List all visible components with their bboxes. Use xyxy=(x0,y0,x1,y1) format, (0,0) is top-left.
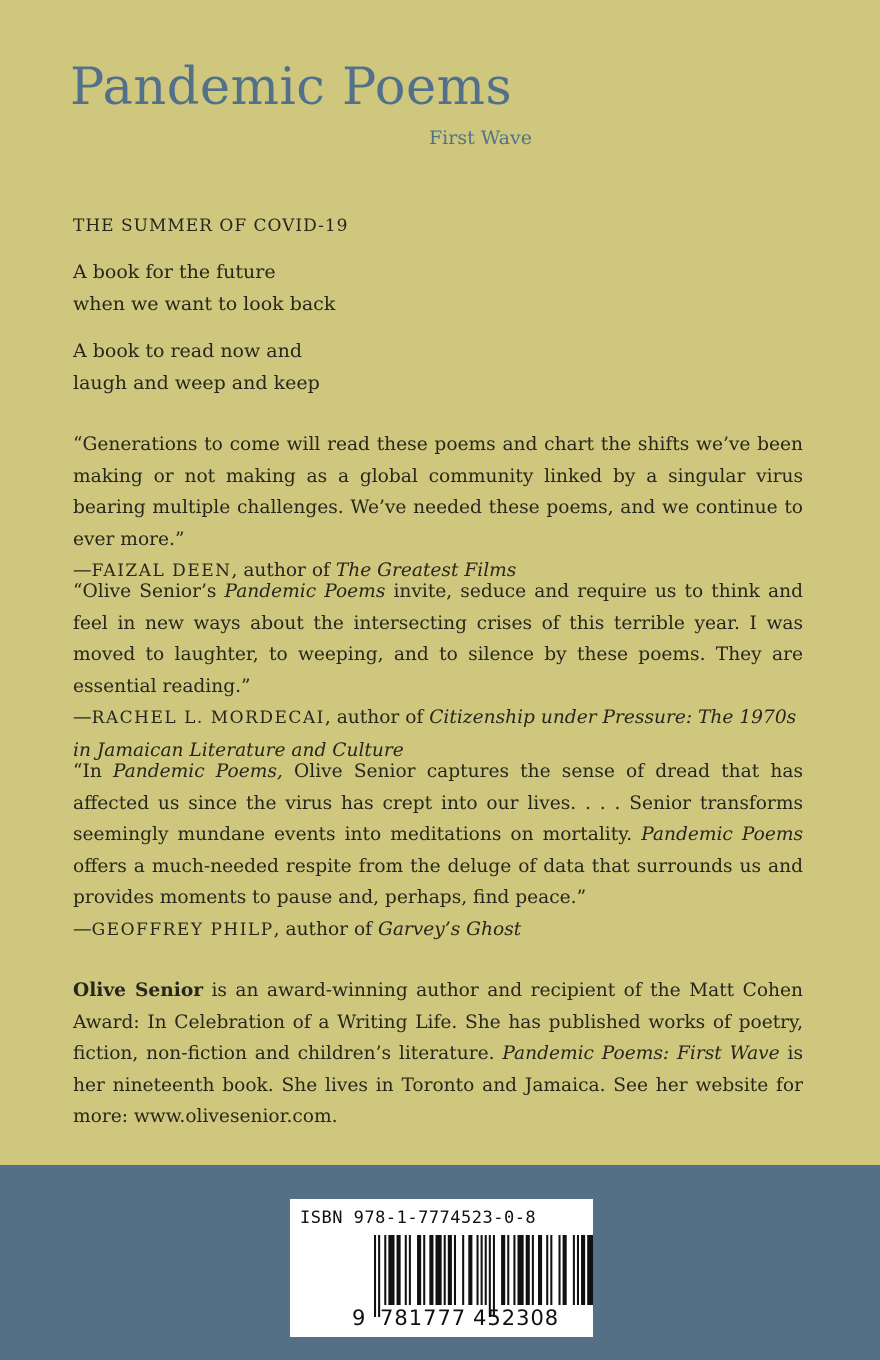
barcode-bar xyxy=(573,1235,575,1305)
barcode-bar xyxy=(444,1235,446,1305)
blurb-author: GEOFFREY PHILP xyxy=(91,919,274,940)
barcode-bar xyxy=(468,1235,472,1305)
barcode-bar xyxy=(378,1235,380,1317)
blurb-attribution: —RACHEL L. MORDECAI, author of Citizenship under Pressure: The 1970s in Jamaican Literature and Culture xyxy=(73,707,797,761)
bio-author-name: Olive Senior xyxy=(73,980,204,1001)
barcode-bar xyxy=(526,1235,530,1305)
barcode-bar xyxy=(485,1235,487,1305)
barcode-bar xyxy=(532,1235,534,1305)
blurb-1 xyxy=(73,429,803,588)
barcode-bar xyxy=(559,1235,561,1305)
barcode-bar xyxy=(518,1235,524,1305)
barcode-bar xyxy=(538,1235,542,1305)
tagline-line: A book to read now and xyxy=(73,340,303,362)
blurb-book: Citizenship under Pressure: The 1970s in Jamaican Literature and Culture xyxy=(73,707,797,761)
tagline-line: laugh and weep and keep xyxy=(73,372,320,394)
bio-book: Pandemic Poems: First Wave xyxy=(502,1043,780,1064)
barcode-digits-right: 452308 xyxy=(473,1306,560,1330)
barcode-lead-digit: 9 xyxy=(352,1306,366,1330)
blurb-quote: “In Pandemic Poems, Olive Senior captures the sense of dread that has affected us since the virus has crept into our lives. . . . Senior transforms seemingly mundane events into meditations on mortality. Pandemic Poems offers a much-needed respite from the deluge of data that surrounds us and provides moments to pause and, perhaps, find peace.” xyxy=(73,761,803,908)
barcode-bar xyxy=(550,1235,552,1305)
blurb-3 xyxy=(73,756,803,946)
barcode-bar xyxy=(409,1235,411,1305)
tagline-1 xyxy=(73,256,335,320)
barcode-bar xyxy=(489,1235,491,1317)
blurb-attribution: —FAIZAL DEEN, author of The Greatest Films xyxy=(73,560,517,581)
blurb-author: FAIZAL DEEN xyxy=(91,561,232,581)
tagline-line: A book for the future xyxy=(73,261,276,283)
book-title: Pandemic Poems xyxy=(70,58,513,117)
blurb-author: RACHEL L. MORDECAI xyxy=(91,708,325,728)
blurb-quote: “Olive Senior’s Pandemic Poems invite, seduce and require us to think and feel in new ways about the intersecting crises of this terrible year. I was moved to laughter, to weeping, and to silence by these poems. They are essential reading.” xyxy=(73,581,803,697)
barcode-bar xyxy=(507,1235,509,1305)
barcode-bar xyxy=(563,1235,567,1305)
barcode-bar xyxy=(448,1235,452,1305)
barcode-digits-left: 781777 xyxy=(380,1306,467,1330)
tagline-2 xyxy=(73,335,320,399)
blurb-attribution: —GEOFFREY PHILP, author of Garvey’s Ghost xyxy=(73,918,522,940)
barcode-bar xyxy=(374,1235,376,1317)
barcode-bar xyxy=(481,1235,483,1305)
barcode-bar xyxy=(417,1235,421,1305)
barcode-bar xyxy=(436,1235,442,1305)
isbn-label: ISBN 978-1-7774523-0-8 xyxy=(300,1208,537,1228)
barcode-bar xyxy=(429,1235,433,1305)
tagline-line: when we want to look back xyxy=(73,293,336,315)
barcode-bar xyxy=(546,1235,548,1305)
book-subtitle: First Wave xyxy=(429,127,532,149)
barcode-bar xyxy=(462,1235,464,1305)
barcode-bar xyxy=(513,1235,515,1305)
blurb-2 xyxy=(73,576,803,766)
barcode-bar xyxy=(405,1235,407,1305)
section-heading: THE SUMMER OF COVID-19 xyxy=(73,216,349,236)
barcode-bar xyxy=(577,1235,579,1305)
blurb-book: Garvey’s Ghost xyxy=(377,918,522,940)
barcode-bar xyxy=(454,1235,456,1305)
author-bio: Olive Senior is an award-winning author and recipient of the Matt Cohen Award: In Celebration of a Writing Life. She has published works of poetry, fiction, non-fiction and children’s literature. Pandemic Poems: First Wave is her nineteenth book. She lives in Toronto and Jamaica. See her website for more: www.olivesenior.com. xyxy=(73,980,803,1127)
barcode-bar xyxy=(493,1235,495,1317)
barcode-bar xyxy=(501,1235,505,1305)
barcode-bar xyxy=(581,1235,585,1305)
barcode-bar xyxy=(587,1235,593,1305)
barcode-bar xyxy=(388,1235,394,1305)
isbn-barcode xyxy=(290,1199,593,1337)
blurb-book: The Greatest Films xyxy=(335,560,517,581)
blurb-quote: “Generations to come will read these poems and chart the shifts we’ve been making or not making as a global community linked by a singular virus bearing multiple challenges. We’ve needed these poems, and we continue to ever more.” xyxy=(73,434,803,550)
barcode-bar xyxy=(397,1235,401,1305)
barcode-bar xyxy=(477,1235,479,1305)
barcode-bar xyxy=(423,1235,425,1305)
barcode-bar xyxy=(384,1235,386,1305)
